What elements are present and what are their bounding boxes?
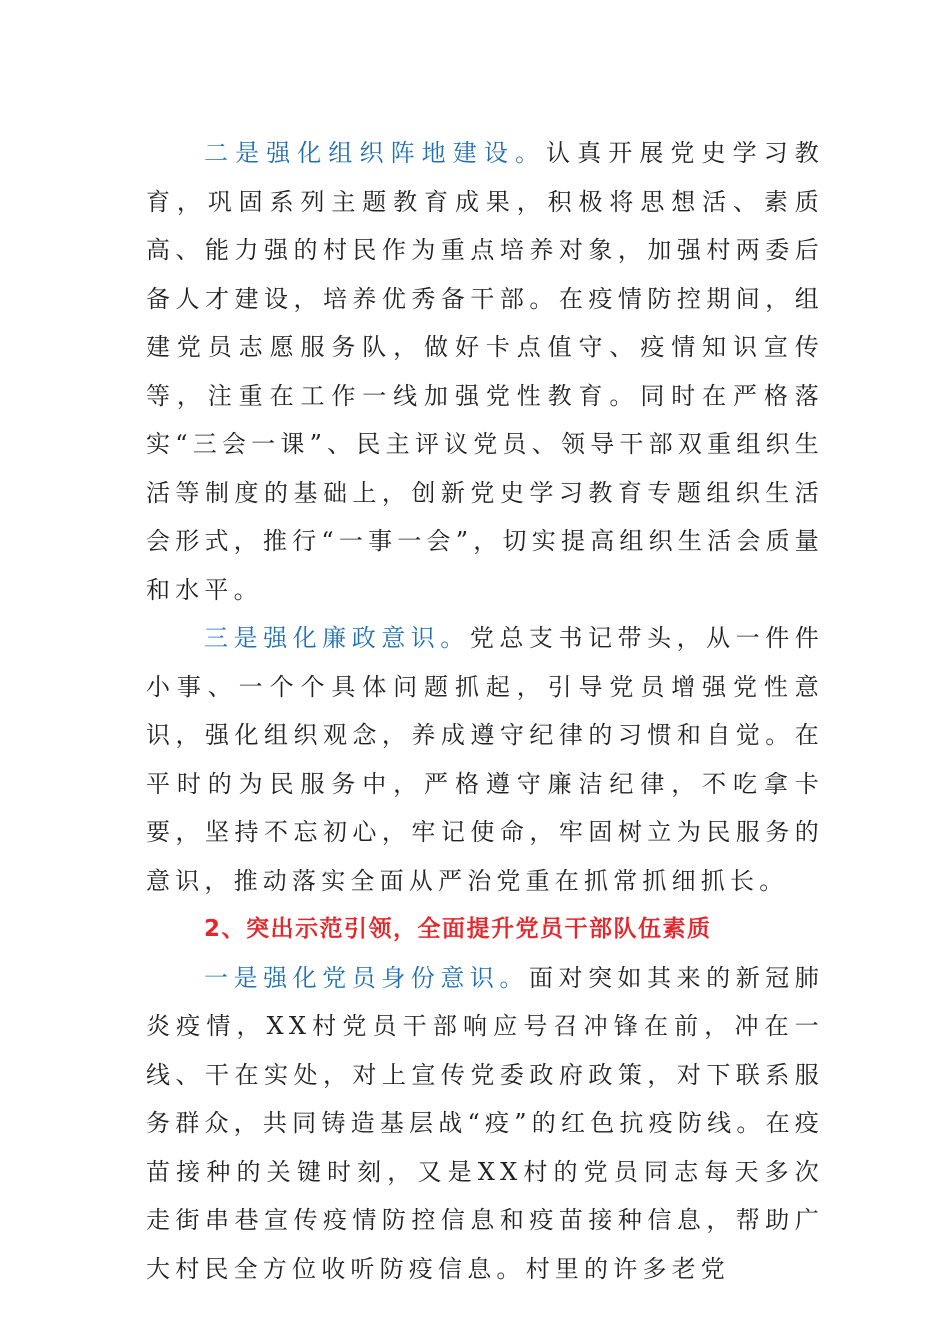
section-heading: 2、突出示范引领，全面提升党员干部队伍素质 xyxy=(204,916,712,942)
paragraph-body-text: 面对突如其来的新冠肺炎疫情，XX村党员干部响应号召冲锋在前，冲在一线、干在实处，对上宣传党委政府政策，对下联系服务群众，共同铸造基层战“疫”的红色抗疫防线。在疫苗接种的关键时刻，又是XX村的党员同志每天多次走街串巷宣传疫情防控信息和疫苗接种信息，帮助广大村民全方位收听防疫信息。村里的许多老党 xyxy=(146,963,824,1283)
paragraph-lead-text: 一是强化党员身份意识。 xyxy=(204,963,529,992)
paragraph-body-text: 党总支书记带头，从一件件小事、一个个具体问题抓起，引导党员增强党性意识，强化组织观念，养成遵守纪律的习惯和自觉。在平时的为民服务中，严格遵守廉洁纪律，不吃拿卡要，坚持不忘初心，牢记使命，牢固树立为民服务的意识，推动落实全面从严治党重在抓常抓细抓长。 xyxy=(146,624,824,895)
document-body xyxy=(146,129,824,1293)
paragraph-body-text: 认真开展党史学习教育，巩固系列主题教育成果，积极将思想活、素质高、能力强的村民作为重点培养对象，加强村两委后备人才建设，培养优秀备干部。在疫情防控期间，组建党员志愿服务队，做好卡点值守、疫情知识宣传等，注重在工作一线加强党性教育。同时在严格落实“三会一课”、民主评议党员、领导干部双重组织生活等制度的基础上，创新党史学习教育专题组织生活会形式，推行“一事一会”，切实提高组织生活会质量和水平。 xyxy=(146,139,824,604)
paragraph-member-identity xyxy=(146,954,824,1294)
paragraph-organization-building xyxy=(146,129,824,614)
paragraph-lead-text: 二是强化组织阵地建设。 xyxy=(204,139,547,167)
paragraph-lead-text: 三是强化廉政意识。 xyxy=(204,624,470,652)
paragraph-integrity-awareness xyxy=(146,614,824,905)
